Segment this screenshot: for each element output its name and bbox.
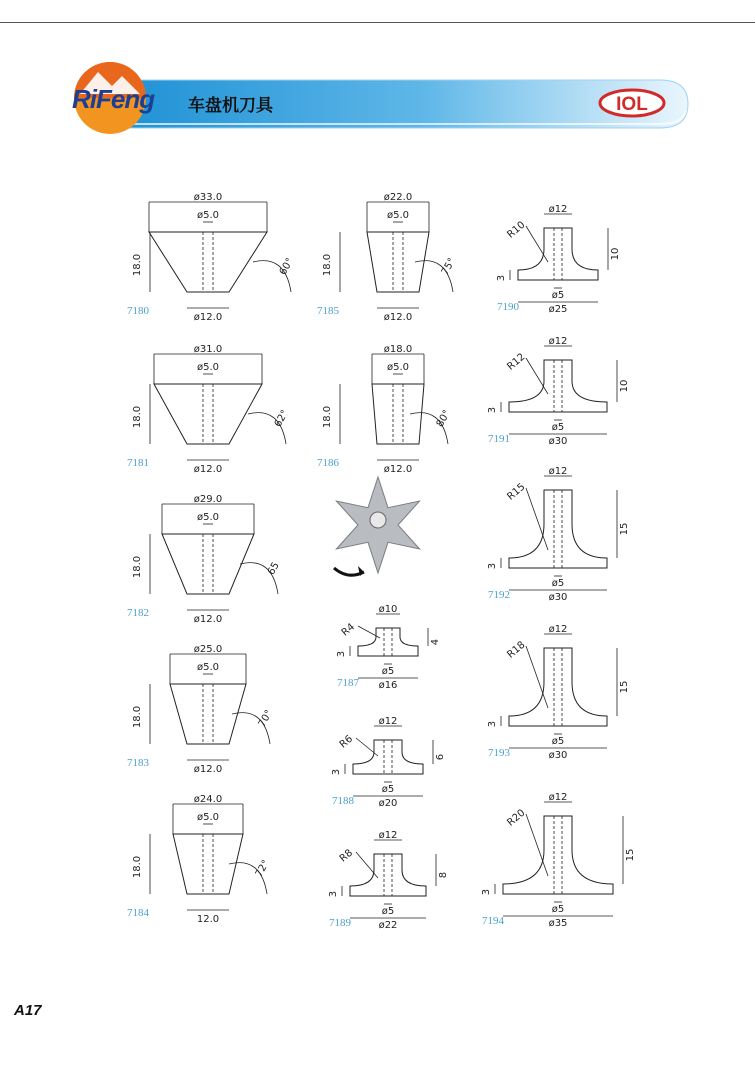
svg-text:ø5: ø5 xyxy=(381,784,395,795)
svg-text:80°: 80° xyxy=(434,408,454,430)
tool-7194 xyxy=(481,792,636,929)
svg-text:3: 3 xyxy=(487,406,498,414)
svg-text:ø5.0: ø5.0 xyxy=(196,362,220,373)
svg-text:3: 3 xyxy=(481,888,492,896)
svg-text:18.0: 18.0 xyxy=(322,405,333,429)
svg-text:ø12: ø12 xyxy=(548,466,568,477)
svg-text:65: 65 xyxy=(265,560,282,578)
svg-text:R4: R4 xyxy=(339,621,358,639)
svg-text:ø5.0: ø5.0 xyxy=(196,662,220,673)
page-title: 车盘机刀具 xyxy=(188,96,273,116)
svg-text:18.0: 18.0 xyxy=(132,555,143,579)
svg-text:ø5: ø5 xyxy=(551,578,565,589)
svg-text:15: 15 xyxy=(619,680,630,694)
tool-7187 xyxy=(336,604,441,691)
svg-text:ø12.0: ø12.0 xyxy=(193,764,223,775)
svg-text:ø25.0: ø25.0 xyxy=(193,644,223,655)
svg-text:3: 3 xyxy=(336,650,347,658)
svg-text:ø5: ø5 xyxy=(381,906,395,917)
svg-text:ø31.0: ø31.0 xyxy=(193,344,223,355)
svg-text:7194: 7194 xyxy=(482,915,504,927)
svg-text:ø22: ø22 xyxy=(378,920,398,931)
svg-text:70°: 70° xyxy=(256,708,276,730)
tool-7191 xyxy=(487,336,630,447)
svg-text:R6: R6 xyxy=(337,733,356,751)
tool-drawings xyxy=(48,180,708,940)
svg-text:ø25: ø25 xyxy=(548,304,568,315)
svg-text:3: 3 xyxy=(487,562,498,570)
svg-text:ø33.0: ø33.0 xyxy=(193,192,223,203)
svg-text:ø5.0: ø5.0 xyxy=(196,812,220,823)
svg-text:ø29.0: ø29.0 xyxy=(193,494,223,505)
svg-text:ø12: ø12 xyxy=(548,624,568,635)
svg-text:7184: 7184 xyxy=(127,907,149,919)
svg-text:3: 3 xyxy=(487,720,498,728)
page-number: A17 xyxy=(14,1002,42,1019)
svg-text:R20: R20 xyxy=(505,807,528,829)
svg-text:7192: 7192 xyxy=(488,589,510,601)
tool-7189 xyxy=(328,830,449,931)
iol-logo-icon xyxy=(598,88,666,118)
tool-7193 xyxy=(487,624,630,761)
svg-text:7183: 7183 xyxy=(127,757,149,769)
svg-text:ø20: ø20 xyxy=(378,798,398,809)
tool-7185 xyxy=(317,192,458,323)
svg-text:18.0: 18.0 xyxy=(132,405,143,429)
svg-text:18.0: 18.0 xyxy=(132,855,143,879)
svg-text:7180: 7180 xyxy=(127,305,149,317)
svg-text:IOL: IOL xyxy=(616,94,648,115)
svg-text:12.0: 12.0 xyxy=(196,914,220,925)
svg-text:10: 10 xyxy=(610,247,621,261)
svg-text:ø12: ø12 xyxy=(548,204,568,215)
svg-text:ø5: ø5 xyxy=(551,904,565,915)
svg-text:ø5: ø5 xyxy=(381,666,395,677)
svg-text:ø5.0: ø5.0 xyxy=(386,210,410,221)
svg-text:8: 8 xyxy=(438,871,449,879)
svg-text:ø35: ø35 xyxy=(548,918,568,929)
svg-text:10: 10 xyxy=(619,379,630,393)
svg-text:15: 15 xyxy=(625,848,636,862)
svg-text:7182: 7182 xyxy=(127,607,149,619)
svg-text:15: 15 xyxy=(619,522,630,536)
svg-text:4: 4 xyxy=(430,638,441,646)
svg-text:R15: R15 xyxy=(505,481,528,503)
svg-text:60°: 60° xyxy=(277,256,297,278)
svg-text:18.0: 18.0 xyxy=(132,253,143,277)
svg-text:3: 3 xyxy=(328,890,339,898)
svg-text:7185: 7185 xyxy=(317,305,339,317)
svg-text:7190: 7190 xyxy=(497,301,519,313)
svg-text:7181: 7181 xyxy=(127,457,149,469)
svg-text:ø12: ø12 xyxy=(378,830,398,841)
svg-text:ø30: ø30 xyxy=(548,592,568,603)
svg-text:ø12.0: ø12.0 xyxy=(193,614,223,625)
svg-text:7189: 7189 xyxy=(329,917,351,929)
svg-text:R18: R18 xyxy=(505,639,528,661)
svg-text:18.0: 18.0 xyxy=(322,253,333,277)
svg-text:7193: 7193 xyxy=(488,747,510,759)
svg-text:62°: 62° xyxy=(272,408,292,430)
svg-text:ø5.0: ø5.0 xyxy=(386,362,410,373)
svg-text:7188: 7188 xyxy=(332,795,354,807)
svg-text:ø5: ø5 xyxy=(551,290,565,301)
tool-7182 xyxy=(127,494,282,625)
tool-7180 xyxy=(127,192,296,323)
tool-7184 xyxy=(127,794,272,925)
svg-text:ø30: ø30 xyxy=(548,436,568,447)
svg-text:6: 6 xyxy=(435,753,446,761)
svg-text:ø10: ø10 xyxy=(378,604,398,615)
star-cutter-image xyxy=(334,477,420,576)
tool-7190 xyxy=(496,204,621,315)
svg-text:72°: 72° xyxy=(253,858,273,880)
svg-text:ø12.0: ø12.0 xyxy=(193,464,223,475)
svg-text:3: 3 xyxy=(496,274,507,282)
svg-text:18.0: 18.0 xyxy=(132,705,143,729)
tool-7188 xyxy=(331,716,446,809)
svg-text:ø16: ø16 xyxy=(378,680,398,691)
svg-text:7186: 7186 xyxy=(317,457,339,469)
svg-text:7191: 7191 xyxy=(488,433,510,445)
svg-text:R10: R10 xyxy=(505,219,528,241)
svg-text:ø5.0: ø5.0 xyxy=(196,210,220,221)
svg-text:ø5.0: ø5.0 xyxy=(196,512,220,523)
tool-7186 xyxy=(317,344,453,475)
svg-text:ø12: ø12 xyxy=(548,336,568,347)
svg-text:ø22.0: ø22.0 xyxy=(383,192,413,203)
tool-7181 xyxy=(127,344,291,475)
svg-text:ø12.0: ø12.0 xyxy=(383,312,413,323)
svg-text:ø12: ø12 xyxy=(378,716,398,727)
svg-text:ø5: ø5 xyxy=(551,422,565,433)
svg-text:ø12.0: ø12.0 xyxy=(383,464,413,475)
svg-text:ø5: ø5 xyxy=(551,736,565,747)
svg-text:R8: R8 xyxy=(337,847,356,865)
tool-7183 xyxy=(127,644,275,775)
tool-7192 xyxy=(487,466,630,603)
brand-wordmark: RiFeng xyxy=(72,84,155,114)
svg-text:3: 3 xyxy=(331,768,342,776)
svg-text:ø12.0: ø12.0 xyxy=(193,312,223,323)
svg-text:ø12: ø12 xyxy=(548,792,568,803)
svg-text:ø24.0: ø24.0 xyxy=(193,794,223,805)
svg-text:R12: R12 xyxy=(505,351,528,373)
svg-text:ø30: ø30 xyxy=(548,750,568,761)
svg-text:ø18.0: ø18.0 xyxy=(383,344,413,355)
svg-text:75°: 75° xyxy=(439,256,459,278)
svg-text:7187: 7187 xyxy=(337,677,359,689)
